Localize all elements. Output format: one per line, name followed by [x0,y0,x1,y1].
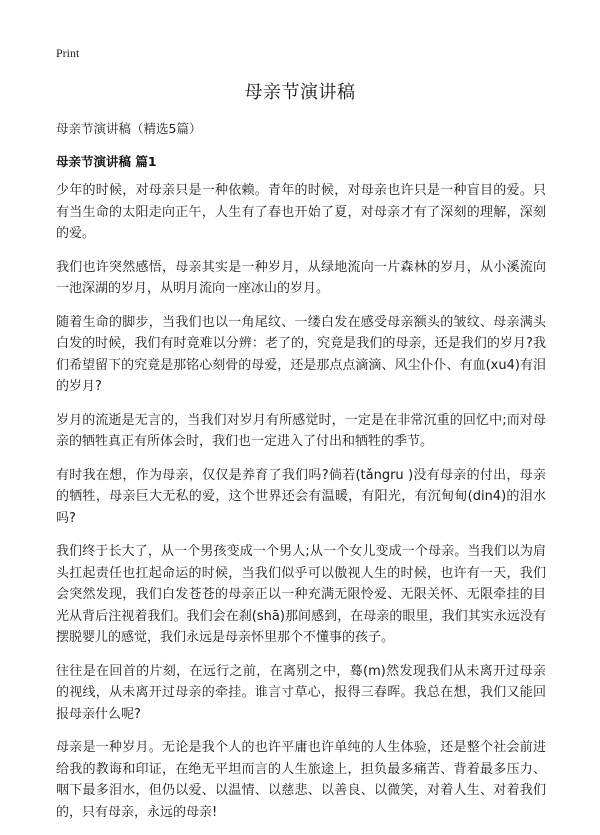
paragraph-8: 母亲是一种岁月。无论是我个人的也许平庸也许单纯的人生体验，还是整个社会前进给我的教诲和印证，在绝无平坦而言的人生旅途上，担负最多痛苦、背着最多压力、咽下最多泪水，但仍以爱、以温情、以慈悲、以善良、以微笑，对着人生、对着我们的，只有母亲，永远的母亲! [56,740,546,820]
paragraph-1: 少年的时候，对母亲只是一种依赖。青年的时候，对母亲也许只是一种盲目的爱。只有当生命的太阳走向正午，人生有了春也开始了夏，对母亲才有了深刻的理解，深刻的爱。 [56,183,546,241]
paragraph-3: 随着生命的脚步，当我们也以一角尾纹、一缕白发在感受母亲额头的皱纹、母亲满头白发的时候，我们有时竟难以分辨：老了的，究竟是我们的母亲，还是我们的岁月?我们希望留下的究竟是那铭心刻骨的母爱，还是那点点滴滴、风尘仆仆、有血(xu4)有泪的岁月? [56,314,546,394]
paragraph-6: 我们终于长大了，从一个男孩变成一个男人;从一个女儿变成一个母亲。当我们以为肩头扛起责任也扛起命运的时候，当我们似乎可以傲视人生的时候，也许有一天，我们会突然发现，我们白发苍苍的母亲正以一种充满无限怜爱、无限关怀、无限牵挂的目光从背后注视着我们。我们会在刹(shā)那间感到，在母亲的眼里，我们其实永远没有摆脱婴儿的感觉，我们永远是母亲怀里那个不懂事的孩子。 [56,544,546,645]
page-title: 母亲节演讲稿 [244,82,356,103]
paragraph-4: 岁月的流逝是无言的，当我们对岁月有所感觉时，一定是在非常沉重的回忆中;而对母亲的牺牲真正有所体会时，我们也一定进入了付出和牺牲的季节。 [56,412,546,449]
paragraph-2: 我们也许突然感悟，母亲其实是一种岁月，从绿地流向一片森林的岁月，从小溪流向一池深湖的岁月，从明月流向一座冰山的岁月。 [56,259,546,296]
paragraph-7: 往往是在回首的片刻，在远行之前，在离别之中，蓦(m)然发现我们从未离开过母亲的视线，从未离开过母亲的牵挂。谁言寸草心，报得三春晖。我总在想，我们又能回报母亲什么呢? [56,663,546,722]
document-subtitle: 母亲节演讲稿（精选5篇） [56,121,202,136]
paragraph-5: 有时我在想，作为母亲，仅仅是养育了我们吗?倘若(tǎngru )没有母亲的付出，母亲的牺牲，母亲巨大无私的爱，这个世界还会有温暖，有阳光，有沉甸甸(din4)的泪水吗? [56,467,546,526]
section-heading: 母亲节演讲稿 篇1 [56,154,157,169]
article-body [56,180,546,835]
print-link[interactable]: Print [56,46,80,60]
